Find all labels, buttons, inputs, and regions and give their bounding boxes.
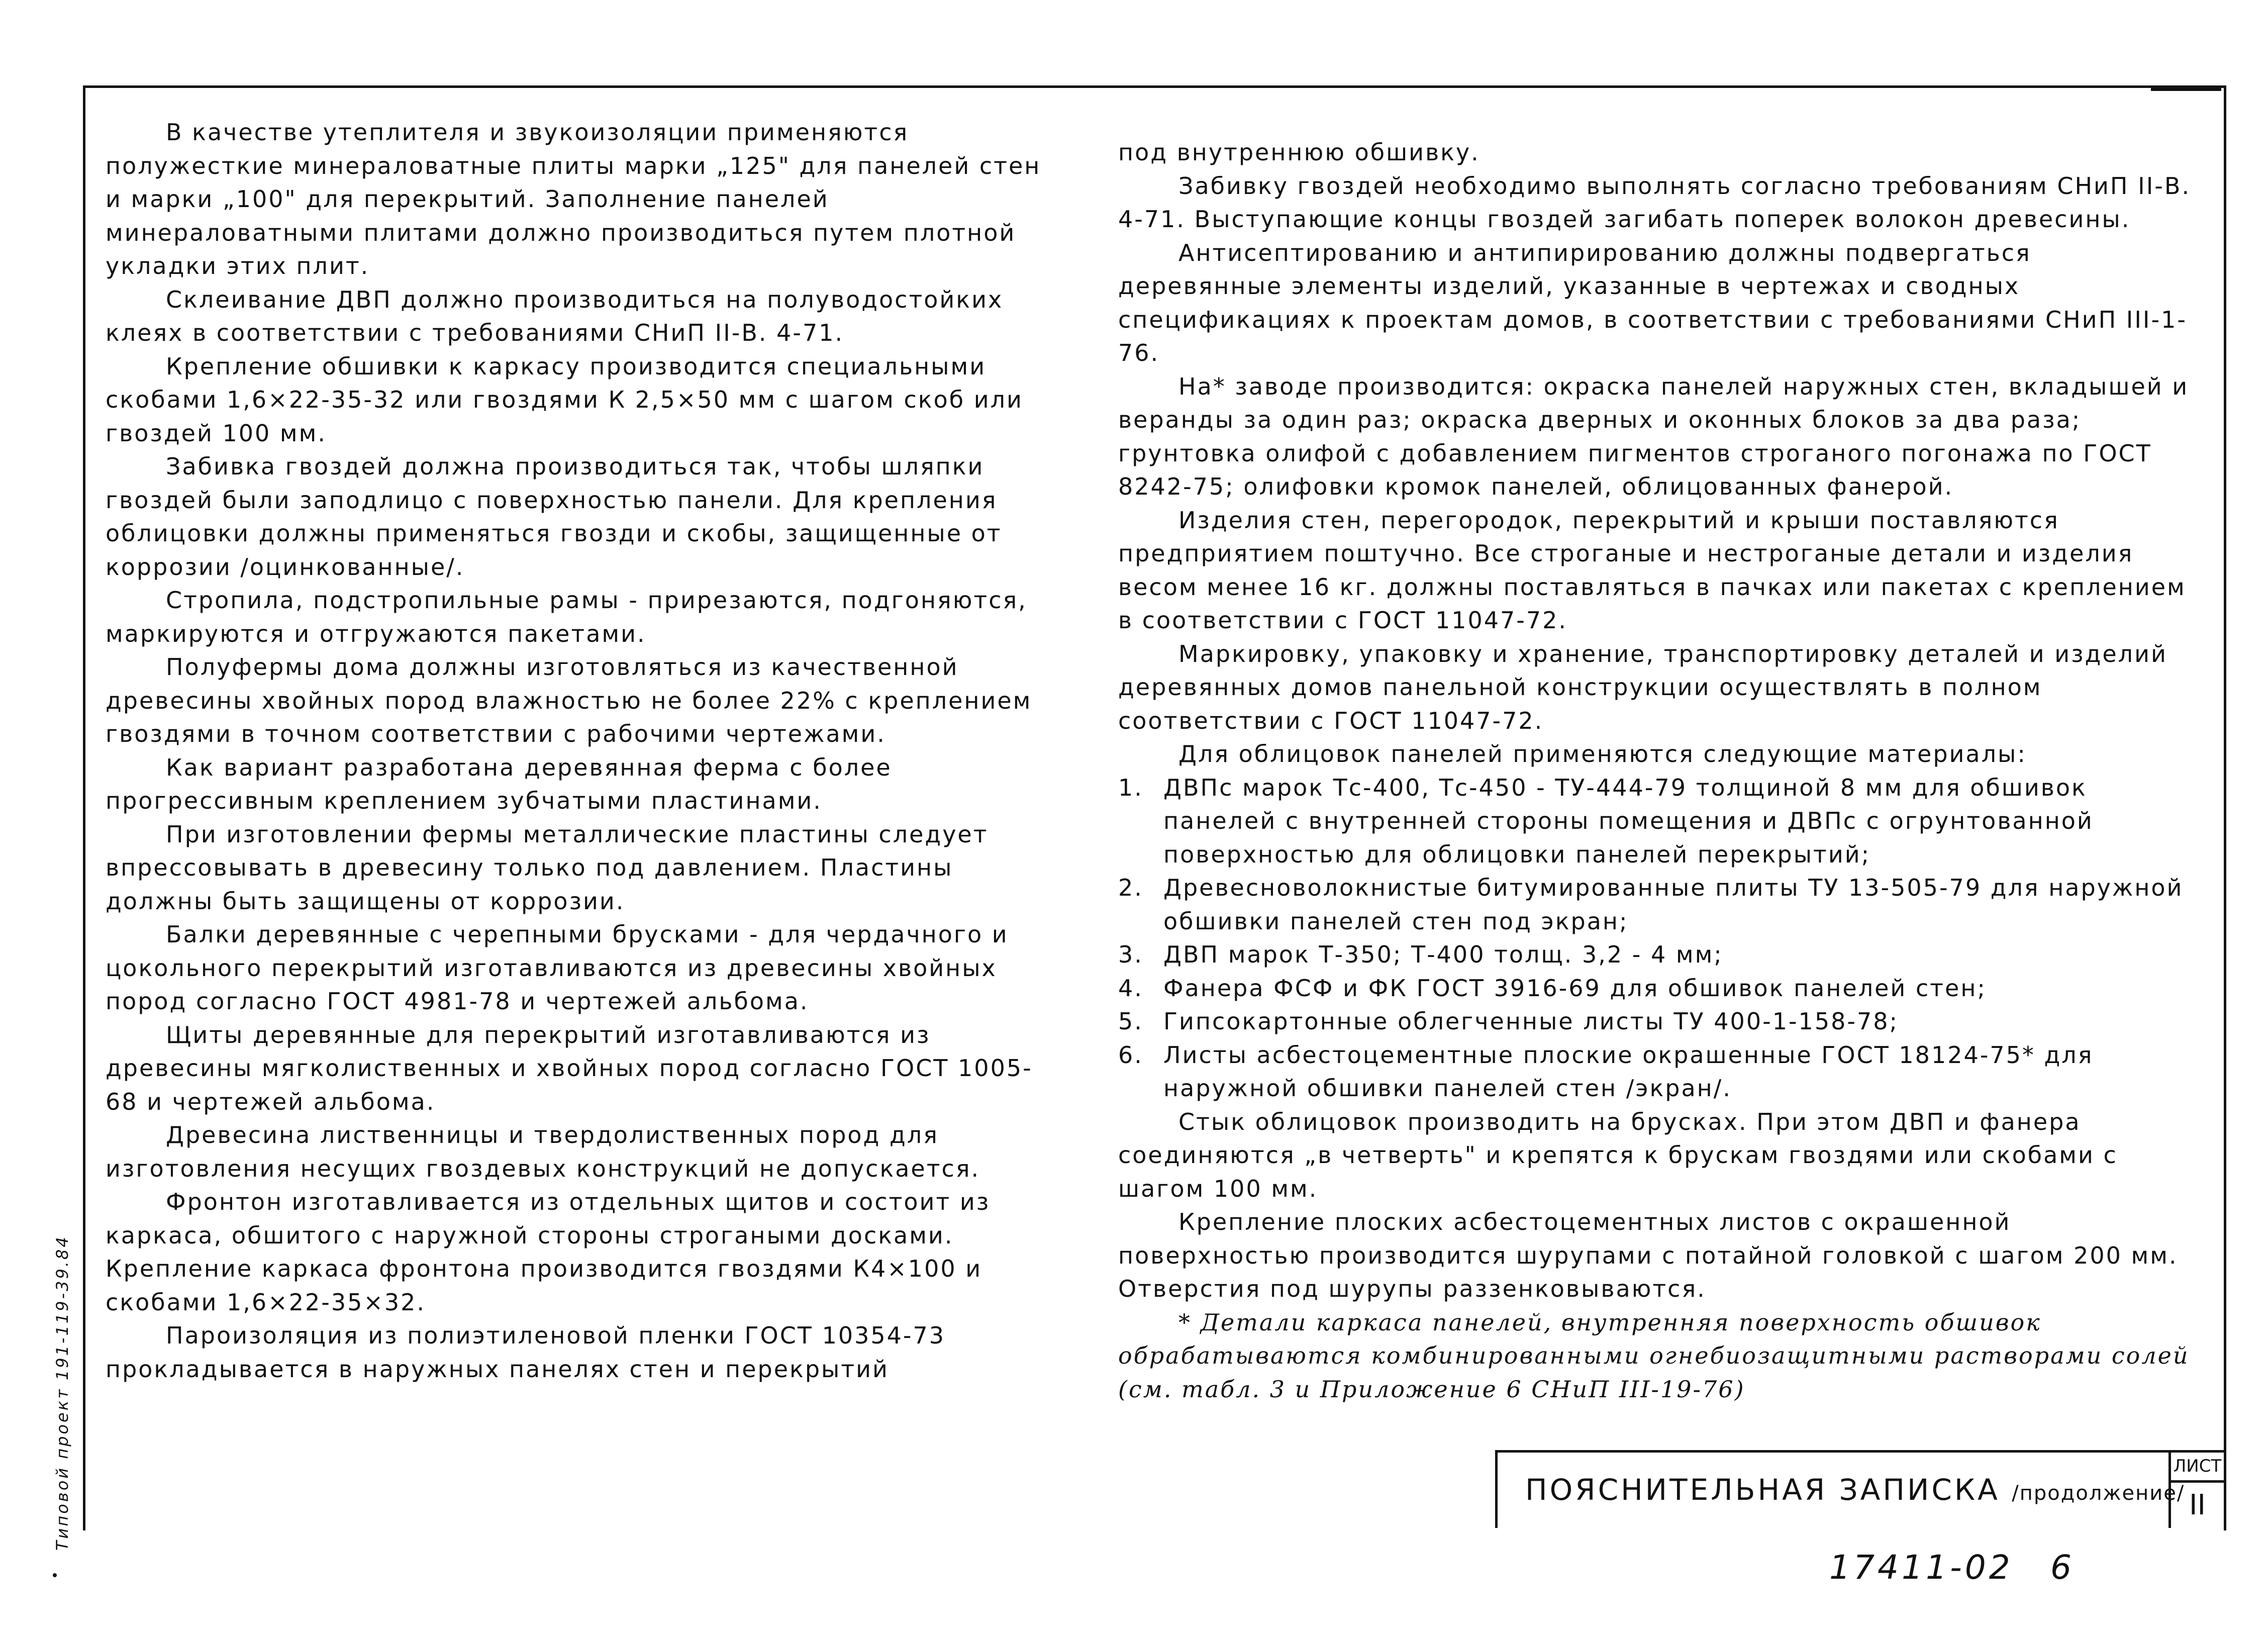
paragraph-joints: Стык облицовок производить на брусках. При этом ДВП и фанера соединяются „в четверть" и крепятся к брускам гвоздями или скобами с шагом 100 мм. xyxy=(1118,1108,2118,1202)
list-item-text: ДВПс марок Тс-400, Тс-450 - ТУ-444-79 толщиной 8 мм для обшивок панелей с внутренней стороны помещения и ДВПс с огрунтованной поверхностью для облицовки панелей перекрытий; xyxy=(1163,774,2094,868)
margin-note xyxy=(48,118,73,1551)
document-title-subtitle: /продолжение/ xyxy=(2012,1482,2185,1505)
list-item-number: 2. xyxy=(1118,874,1143,901)
list-item-number: 6. xyxy=(1118,1041,1143,1069)
list-item-number: 3. xyxy=(1118,941,1143,968)
materials-list xyxy=(1118,771,2204,1105)
paragraph-materials-intro: Для облицовок панелей применяются следующие материалы: xyxy=(1178,740,2027,767)
list-item xyxy=(1118,1038,2204,1105)
margin-dot xyxy=(53,1573,57,1577)
left-column xyxy=(106,116,1045,1386)
sheet-label: ЛИСТ xyxy=(2171,1453,2224,1483)
list-item xyxy=(1118,972,2204,1005)
page-number: 6 xyxy=(2050,1548,2072,1587)
paragraph-gluing: Склеивание ДВП должно производиться на полуводостойких клеях в соответствии с требованиями СНиП II-В. 4-71. xyxy=(106,285,1004,346)
paragraph-factory-painting: На* заводе производится: окраска панелей наружных стен, вкладышей и веранды за один раз; окраска дверных и оконных блоков за два раза; грунтовка олифой с добавлением пигментов строганого погонажа по ГОСТ 8242-75; олифовки кромок панелей, облицованных фанерой. xyxy=(1118,372,2189,500)
paragraph-larch: Древесина лиственницы и твердолиственных пород для изготовления несущих гвоздевых конструкций не допускается. xyxy=(106,1121,980,1182)
title-block xyxy=(1495,1450,2224,1528)
list-item-number: 5. xyxy=(1118,1008,1143,1035)
list-item xyxy=(1118,871,2204,938)
paragraph-gable: Фронтон изготавливается из отдельных щитов и состоит из каркаса, обшитого с наружной стороны строгаными досками. Крепление каркаса фронтона производится гвоздями К4×100 и скобами 1,6×22-35×32. xyxy=(106,1188,991,1316)
paragraph-asbestos-fastening: Крепление плоских асбестоцементных листов с окрашенной поверхностью производится шурупами с потайной головкой с шагом 200 мм. Отверстия под шурупы раззенковываются. xyxy=(1118,1208,2178,1302)
paragraph-delivery: Изделия стен, перегородок, перекрытий и крыши поставляются предприятием поштучно. Все строганые и нестроганые детали и изделия весом менее 16 кг. должны поставляться в пачках или пакетах с креплением в соответствии с ГОСТ 11047-72. xyxy=(1118,506,2186,634)
list-item xyxy=(1118,938,2204,972)
paragraph-truss-variant: Как вариант разработана деревянная ферма с более прогрессивным креплением зубчатыми пластинами. xyxy=(106,753,892,814)
list-item-text: Листы асбестоцементные плоские окрашенные ГОСТ 18124-75* для наружной обшивки панелей стен /экран/. xyxy=(1163,1041,2094,1102)
paragraph-beams: Балки деревянные с черепными брусками - для чердачного и цокольного перекрытий изготавливаются из древесины хвойных пород согласно ГОСТ 4981-78 и чертежей альбома. xyxy=(106,921,1009,1015)
paragraph-continuation: под внутреннюю обшивку. xyxy=(1118,139,1480,166)
paragraph-rafters: Стропила, подстропильные рамы - прирезаются, подгоняются, маркируются и отгружаются пакетами. xyxy=(106,587,1027,647)
sheet-number: II xyxy=(2189,1489,2206,1521)
paragraph-marking: Маркировку, упаковку и хранение, транспортировку деталей и изделий деревянных домов панельной конструкции осуществлять в полном соответствии с ГОСТ 11047-72. xyxy=(1118,640,2167,734)
list-item-text: Фанера ФСФ и ФК ГОСТ 3916-69 для обшивок панелей стен; xyxy=(1163,974,1987,1002)
paragraph-antiseptic: Антисептированию и антипирированию должны подвергаться деревянные элементы изделий, указанные в чертежах и сводных спецификациях к проектам домов, в соответствии с требованиями СНиП III-1-76. xyxy=(1118,239,2187,366)
frame-corner-mark xyxy=(2151,60,2221,91)
document-title xyxy=(1525,1473,2185,1507)
footnote: * Детали каркаса панелей, внутренняя поверхность обшивок обрабатываются комбинированными огнебиозащитными растворами солей (см. табл. 3 и Приложение 6 СНиП III-19-76) xyxy=(1118,1308,2190,1403)
paragraph-half-trusses: Полуфермы дома должны изготовляться из качественной древесины хвойных пород влажностью не более 22% с креплением гвоздями в точном соответствии с рабочими чертежами. xyxy=(106,653,1032,747)
document-code: 17411-02 xyxy=(1829,1548,2013,1587)
list-item xyxy=(1118,1005,2204,1038)
list-item-text: ДВП марок Т-350; Т-400 толщ. 3,2 - 4 мм; xyxy=(1163,941,1723,968)
margin-note-text: Типовой проект 191-119-39.84 xyxy=(53,1235,72,1551)
list-item-number: 4. xyxy=(1118,974,1143,1002)
list-item-number: 1. xyxy=(1118,774,1143,801)
right-column xyxy=(1118,136,2204,1406)
document-title-main: ПОЯСНИТЕЛЬНАЯ ЗАПИСКА xyxy=(1525,1473,2000,1507)
paragraph-plates: При изготовлении фермы металлические пластины следует впрессовывать в древесину только под давлением. Пластины должны быть защищены от коррозии. xyxy=(106,820,989,915)
list-item-text: Древесноволокнистые битумированные плиты ТУ 13-505-79 для наружной обшивки панелей стен под экран; xyxy=(1163,874,2184,935)
paragraph-floor-shields: Щиты деревянные для перекрытий изготавливаются из древесины мягколиственных и хвойных пород согласно ГОСТ 1005-68 и чертежей альбома. xyxy=(106,1021,1033,1115)
list-item xyxy=(1118,771,2204,872)
list-item-text: Гипсокартонные облегченные листы ТУ 400-1-158-78; xyxy=(1163,1008,1899,1035)
sheet-cell xyxy=(2168,1453,2224,1528)
paragraph-vapor-barrier: Пароизоляция из полиэтиленовой пленки ГОСТ 10354-73 прокладывается в наружных панелях стен и перекрытий xyxy=(106,1322,946,1383)
paragraph-nail-requirements: Забивку гвоздей необходимо выполнять согласно требованиям СНиП II-В. 4-71. Выступающие концы гвоздей загибать поперек волокон древесины. xyxy=(1118,172,2191,233)
paragraph-fastening: Крепление обшивки к каркасу производится специальными скобами 1,6×22-35-32 или гвоздями К 2,5×50 мм с шагом скоб или гвоздей 100 мм. xyxy=(106,352,1023,447)
paragraph-nailing: Забивка гвоздей должна производиться так, чтобы шляпки гвоздей были заподлицо с поверхностью панели. Для крепления облицовки должны применяться гвозди и скобы, защищенные от коррозии /оцинкованные/. xyxy=(106,453,1002,581)
paragraph-insulation: В качестве утеплителя и звукоизоляции применяются полужесткие минераловатные плиты марки „125" для панелей стен и марки „100" для перекрытий. Заполнение панелей минераловатными плитами должно производиться путем плотной укладки этих плит. xyxy=(106,119,1041,279)
